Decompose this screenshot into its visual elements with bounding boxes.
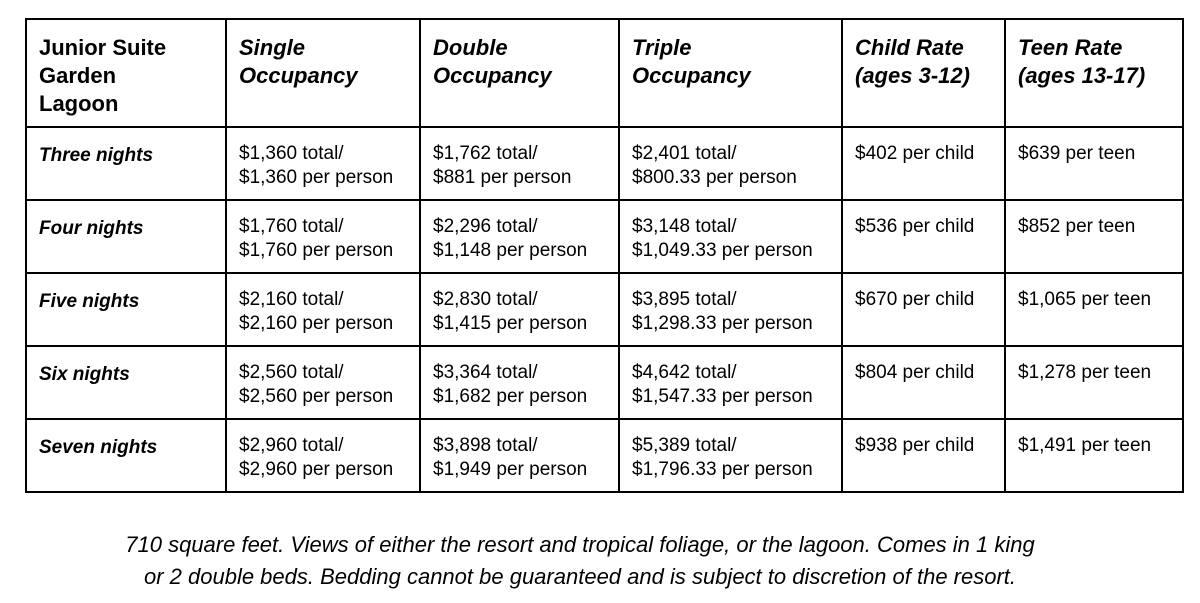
header-double-occupancy (420, 19, 619, 127)
row-label: Six nights (26, 346, 226, 419)
per-person-price: $1,949 per person (433, 459, 588, 480)
single-cell (226, 127, 420, 200)
per-person-price: $1,415 per person (433, 313, 588, 334)
header-line: Single (239, 35, 306, 60)
header-triple-occupancy (619, 19, 842, 127)
header-line: Occupancy (239, 63, 358, 88)
header-line: (ages 13-17) (1018, 63, 1146, 88)
total-price: $3,895 total/ (632, 289, 737, 310)
total-price: $2,560 total/ (239, 362, 344, 383)
header-line: Occupancy (632, 63, 751, 88)
child-rate-cell: $670 per child (842, 273, 1005, 346)
teen-rate-cell: $852 per teen (1005, 200, 1183, 273)
per-person-price: $1,049.33 per person (632, 240, 813, 261)
per-person-price: $1,760 per person (239, 240, 394, 261)
per-person-price: $2,560 per person (239, 386, 394, 407)
per-person-price: $1,796.33 per person (632, 459, 813, 480)
single-cell (226, 273, 420, 346)
total-price: $3,148 total/ (632, 216, 737, 237)
per-person-price: $881 per person (433, 167, 572, 188)
child-rate-cell: $536 per child (842, 200, 1005, 273)
header-line: Garden (39, 63, 117, 88)
total-price: $1,762 total/ (433, 143, 538, 164)
table-row (26, 127, 1183, 200)
total-price: $1,760 total/ (239, 216, 344, 237)
room-description (0, 529, 1160, 593)
header-line: Child Rate (855, 35, 964, 60)
child-rate-cell: $804 per child (842, 346, 1005, 419)
per-person-price: $1,547.33 per person (632, 386, 813, 407)
row-label: Four nights (26, 200, 226, 273)
total-price: $3,364 total/ (433, 362, 538, 383)
total-price: $2,160 total/ (239, 289, 344, 310)
per-person-price: $1,682 per person (433, 386, 588, 407)
rate-table (25, 18, 1184, 493)
row-label: Five nights (26, 273, 226, 346)
total-price: $5,389 total/ (632, 435, 737, 456)
triple-cell (619, 200, 842, 273)
header-teen-rate (1005, 19, 1183, 127)
per-person-price: $1,148 per person (433, 240, 588, 261)
double-cell (420, 200, 619, 273)
child-rate-cell: $938 per child (842, 419, 1005, 492)
header-line: Lagoon (39, 91, 119, 116)
per-person-price: $2,960 per person (239, 459, 394, 480)
header-line: Occupancy (433, 63, 552, 88)
teen-rate-cell: $1,065 per teen (1005, 273, 1183, 346)
header-child-rate (842, 19, 1005, 127)
double-cell (420, 127, 619, 200)
teen-rate-cell: $1,491 per teen (1005, 419, 1183, 492)
table-row (26, 346, 1183, 419)
header-line: Junior Suite (39, 35, 167, 60)
row-label: Three nights (26, 127, 226, 200)
triple-cell (619, 419, 842, 492)
room-description-line: or 2 double beds. Bedding cannot be guaranteed and is subject to discretion of the resort. (143, 564, 1017, 589)
double-cell (420, 346, 619, 419)
header-single-occupancy (226, 19, 420, 127)
header-line: Double (433, 35, 508, 60)
total-price: $1,360 total/ (239, 143, 344, 164)
total-price: $2,830 total/ (433, 289, 538, 310)
teen-rate-cell: $639 per teen (1005, 127, 1183, 200)
header-line: (ages 3-12) (855, 63, 970, 88)
teen-rate-cell: $1,278 per teen (1005, 346, 1183, 419)
single-cell (226, 419, 420, 492)
single-cell (226, 200, 420, 273)
total-price: $2,960 total/ (239, 435, 344, 456)
per-person-price: $1,298.33 per person (632, 313, 813, 334)
per-person-price: $1,360 per person (239, 167, 394, 188)
per-person-price: $800.33 per person (632, 167, 797, 188)
table-row (26, 419, 1183, 492)
header-line: Triple (632, 35, 692, 60)
triple-cell (619, 346, 842, 419)
total-price: $2,296 total/ (433, 216, 538, 237)
row-label: Seven nights (26, 419, 226, 492)
total-price: $4,642 total/ (632, 362, 737, 383)
per-person-price: $2,160 per person (239, 313, 394, 334)
single-cell (226, 346, 420, 419)
total-price: $3,898 total/ (433, 435, 538, 456)
triple-cell (619, 273, 842, 346)
table-row (26, 273, 1183, 346)
child-rate-cell: $402 per child (842, 127, 1005, 200)
header-row (26, 19, 1183, 127)
double-cell (420, 273, 619, 346)
room-description-line: 710 square feet. Views of either the resort and tropical foliage, or the lagoon. Comes in 1 king (125, 532, 1035, 557)
header-line: Teen Rate (1018, 35, 1123, 60)
double-cell (420, 419, 619, 492)
header-room-type (26, 19, 226, 127)
table-row (26, 200, 1183, 273)
triple-cell (619, 127, 842, 200)
total-price: $2,401 total/ (632, 143, 737, 164)
